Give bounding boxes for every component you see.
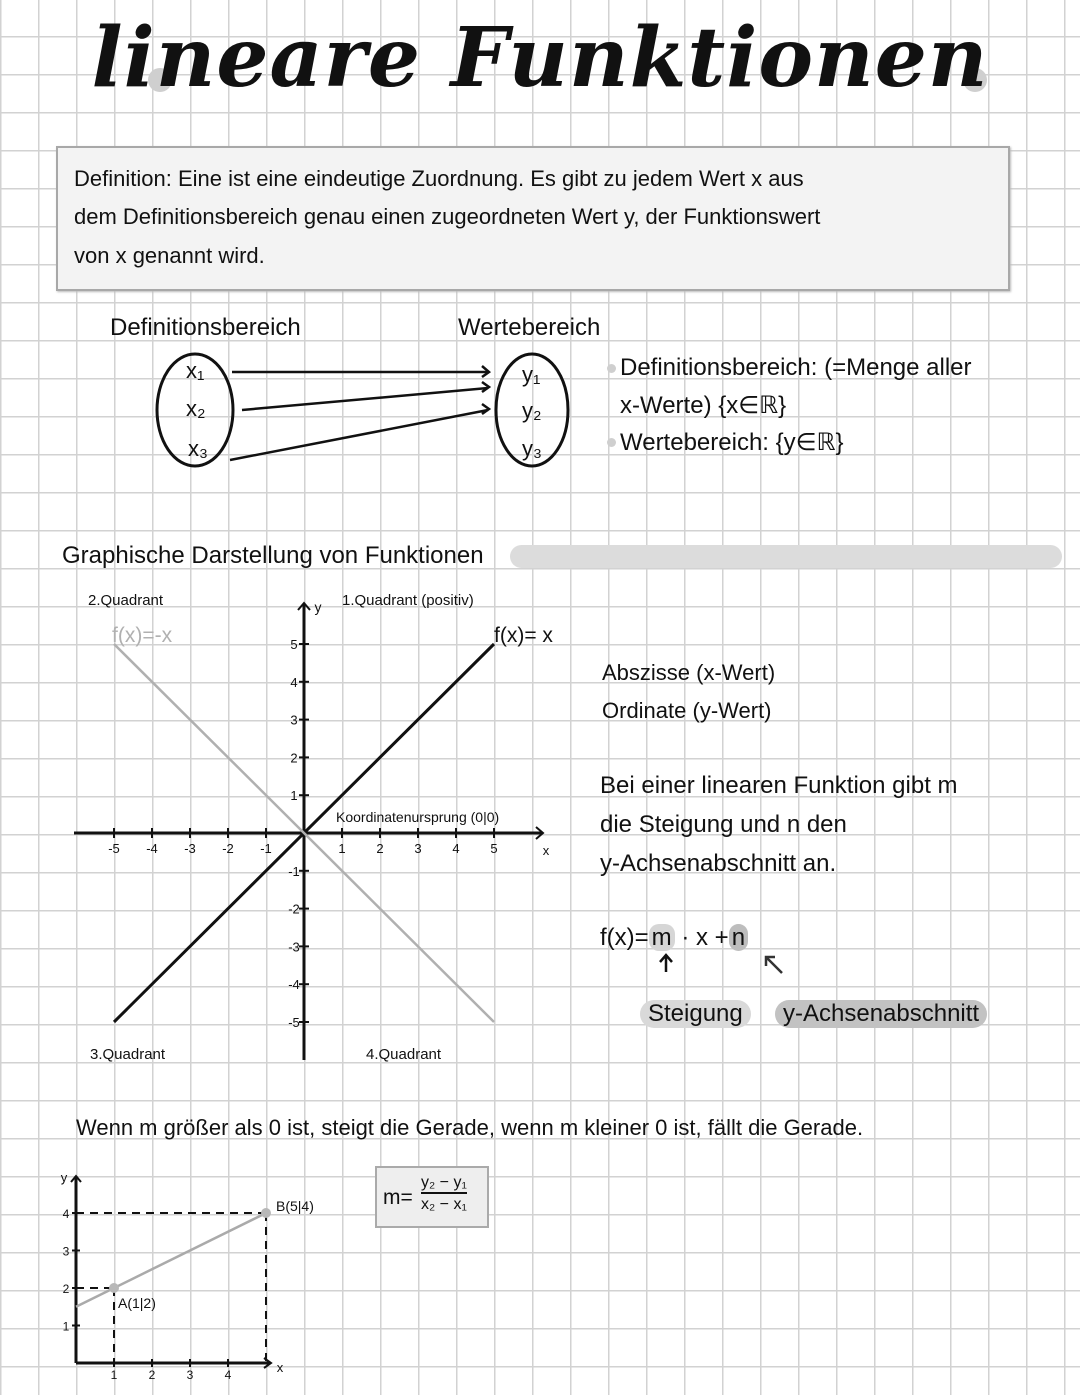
y-tick-label: 3 [62, 1244, 70, 1259]
quadrant-4-label: 4.Quadrant [366, 1046, 442, 1063]
graph-slope-example [61, 1170, 314, 1382]
range-item: y₁ [522, 362, 541, 387]
series-line [76, 1213, 266, 1307]
y-tick-label: 3 [290, 712, 298, 728]
x-tick-label: 1 [338, 841, 346, 856]
x-tick-label: 5 [490, 841, 498, 856]
slope-formula-denominator: x₂ − x₁ [421, 1196, 467, 1213]
y-axis-label: y [60, 1170, 68, 1185]
y-tick-label: 2 [62, 1282, 70, 1296]
abscissa-term: Abszisse (x-Wert) [602, 660, 776, 685]
intercept-label: y-Achsenabschnitt [775, 1000, 987, 1028]
slope-label: Steigung [640, 1000, 751, 1028]
domain-ellipse [157, 354, 233, 466]
x-tick-label: -4 [146, 841, 158, 856]
graph-linear-functions [74, 599, 550, 1060]
domain-label: Definitionsbereich [110, 314, 301, 341]
y-tick-label: 5 [290, 637, 298, 652]
definition-line-2: dem Definitionsbereich genau einen zugeordneten Wert y, der Funktionswert [74, 204, 821, 229]
range-ellipse [496, 354, 568, 466]
quadrant-1-label: 1.Quadrant (positiv) [342, 592, 474, 609]
y-tick-label: 2 [290, 750, 298, 766]
linear-formula [600, 924, 748, 952]
x-tick-label: -2 [222, 841, 234, 856]
explanation-line-2: die Steigung und n den [600, 811, 847, 838]
slope-formula-lhs: m= [383, 1186, 413, 1209]
slope-formula-numerator: y₂ − y₁ [421, 1174, 467, 1194]
domain-item: x₂ [186, 396, 206, 421]
x-tick-label: 3 [414, 841, 422, 856]
y-tick-label: -4 [288, 977, 300, 993]
slope-rule: Wenn m größer als 0 ist, steigt die Gerade, wenn m kleiner 0 ist, fällt die Gerade. [76, 1115, 864, 1140]
page-title: lineare Funktionen [91, 10, 989, 106]
data-point [109, 1283, 119, 1293]
x-tick-label: -5 [108, 841, 120, 856]
quadrant-3-label: 3.Quadrant [90, 1046, 166, 1063]
x-tick-label: 4 [452, 841, 460, 856]
x-tick-label: 2 [376, 841, 384, 856]
x-tick-label: 4 [224, 1368, 232, 1382]
formula-n: n [729, 924, 748, 951]
x-axis-label: x [276, 1360, 284, 1375]
x-tick-label: -3 [184, 841, 196, 856]
domain-note: Definitionsbereich: (=Menge aller [620, 354, 972, 381]
range-item: y₃ [522, 436, 542, 461]
range-item: y₂ [522, 398, 542, 423]
x-tick-label: 1 [110, 1368, 118, 1382]
formula-prefix: f(x)= [600, 924, 649, 951]
explanation-line-3: y-Achsenabschnitt an. [600, 850, 837, 877]
section-heading: Graphische Darstellung von Funktionen [62, 542, 484, 569]
domain-item: x₁ [186, 358, 205, 383]
quadrant-2-label: 2.Quadrant [88, 592, 164, 609]
x-tick-label: 2 [148, 1368, 156, 1382]
data-point [261, 1208, 271, 1218]
definition-line-1: Definition: Eine ist eine eindeutige Zuordnung. Es gibt zu jedem Wert x aus [74, 166, 804, 191]
domain-note-cont: x-Werte) {x∈ℝ} [620, 392, 787, 419]
x-tick-label: -1 [260, 841, 272, 856]
point-label: B(5|4) [276, 1198, 314, 1214]
y-tick-label: 4 [62, 1207, 70, 1221]
range-note: Wertebereich: {y∈ℝ} [620, 429, 844, 456]
y-tick-label: 4 [290, 674, 298, 690]
y-tick-label: -1 [288, 863, 300, 879]
y-tick-label: -2 [288, 901, 300, 917]
y-tick-label: -5 [288, 1015, 300, 1030]
y-tick-label: 1 [290, 788, 298, 804]
y-tick-label: 1 [62, 1319, 70, 1334]
ordinate-term: Ordinate (y-Wert) [602, 698, 772, 723]
slope-formula-box [375, 1166, 489, 1228]
range-label: Wertebereich [458, 314, 601, 341]
formula-mid: · x + [674, 924, 729, 951]
formula-m: m [649, 924, 675, 951]
x-tick-label: 3 [186, 1368, 194, 1382]
explanation-line-1: Bei einer linearen Funktion gibt m [600, 772, 958, 799]
series-label-f-x: f(x)= x [494, 624, 553, 647]
origin-label: Koordinatenursprung (0|0) [336, 809, 500, 825]
series-label-f-neg-x: f(x)=-x [112, 624, 173, 647]
point-label: A(1|2) [118, 1295, 156, 1311]
x-axis-label: x [542, 843, 550, 858]
y-axis-label: y [314, 599, 322, 615]
formula-arrows [660, 955, 782, 973]
definition-line-3: von x genannt wird. [74, 243, 265, 268]
mapping-arrows [230, 366, 489, 460]
y-tick-label: -3 [288, 939, 300, 955]
domain-item: x₃ [188, 436, 208, 461]
